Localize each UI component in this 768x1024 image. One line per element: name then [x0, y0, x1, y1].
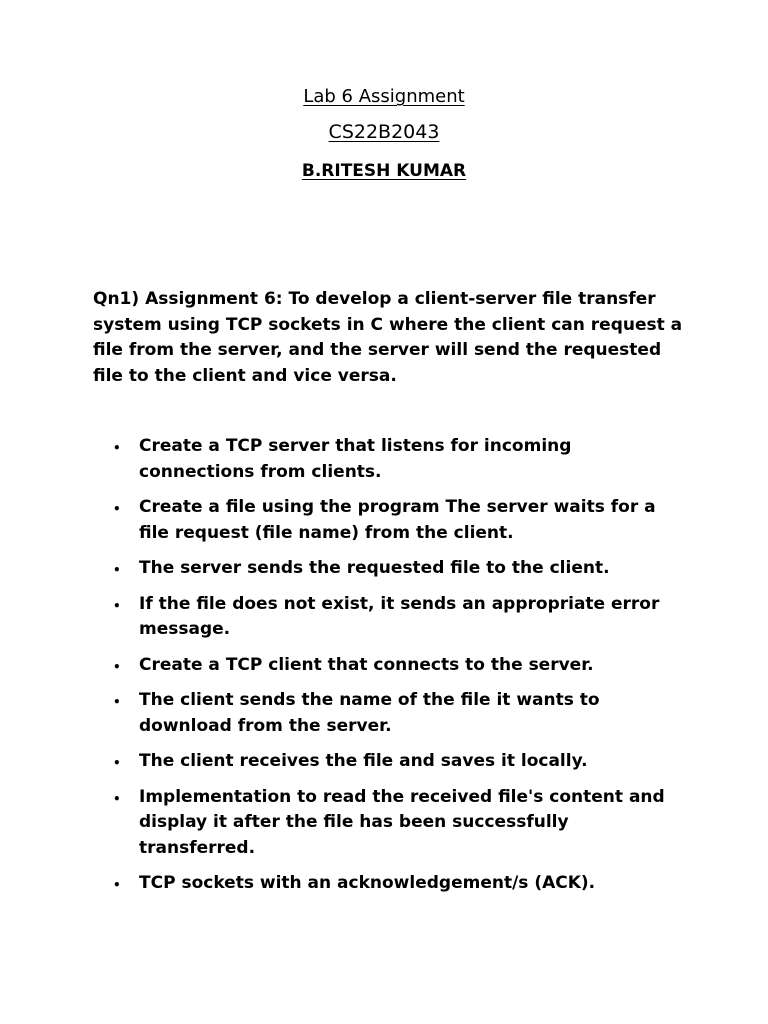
list-item-text: The client sends the name of the file it wants to download from the server. — [139, 690, 600, 736]
title-text: Lab 6 Assignment — [303, 86, 465, 107]
list-item-text: If the file does not exist, it sends an appropriate error message. — [139, 593, 660, 639]
requirements-list — [0, 434, 768, 907]
bullet-icon: • — [113, 598, 121, 613]
bullet-icon: • — [113, 659, 121, 674]
question-paragraph: Qn1) Assignment 6: To develop a client-server file transfer system using TCP sockets in C where the client can request a file from the server, and the server will send the requested file to the client and vice versa. — [93, 289, 683, 386]
bullet-icon: • — [113, 441, 121, 455]
list-item — [0, 688, 679, 739]
document-title — [0, 86, 768, 107]
list-item-text: The server sends the requested file to the client. — [139, 558, 610, 578]
bullet-icon: • — [113, 756, 121, 770]
list-item-text: Create a TCP client that connects to the server. — [139, 654, 594, 675]
list-item-text: Create a TCP server that listens for incoming connections from clients. — [139, 436, 572, 482]
bullet-icon: • — [113, 878, 121, 892]
list-item — [0, 556, 679, 582]
author-name-text: B.RITESH KUMAR — [301, 161, 467, 181]
list-item — [0, 785, 679, 862]
list-item — [0, 653, 679, 679]
bullet-icon: • — [113, 791, 121, 806]
list-item-text: Create a file using the program The server waits for a file request (file name) from the client. — [139, 497, 656, 543]
course-code-text: CS22B2043 — [328, 121, 440, 143]
author-name — [0, 161, 768, 181]
list-item — [0, 871, 679, 897]
list-item-text: The client receives the file and saves it locally. — [139, 751, 588, 771]
list-item-text: Implementation to read the received file's content and display it after the file has been successfully transferred. — [139, 786, 665, 858]
list-item — [0, 749, 679, 775]
list-item — [0, 592, 679, 643]
bullet-icon: • — [113, 695, 121, 709]
course-code — [0, 121, 768, 143]
list-item — [0, 495, 679, 546]
bullet-icon: • — [113, 502, 121, 516]
list-item — [0, 434, 679, 485]
list-item-text: TCP sockets with an acknowledgement/s (ACK). — [139, 873, 596, 893]
bullet-icon: • — [113, 563, 121, 577]
